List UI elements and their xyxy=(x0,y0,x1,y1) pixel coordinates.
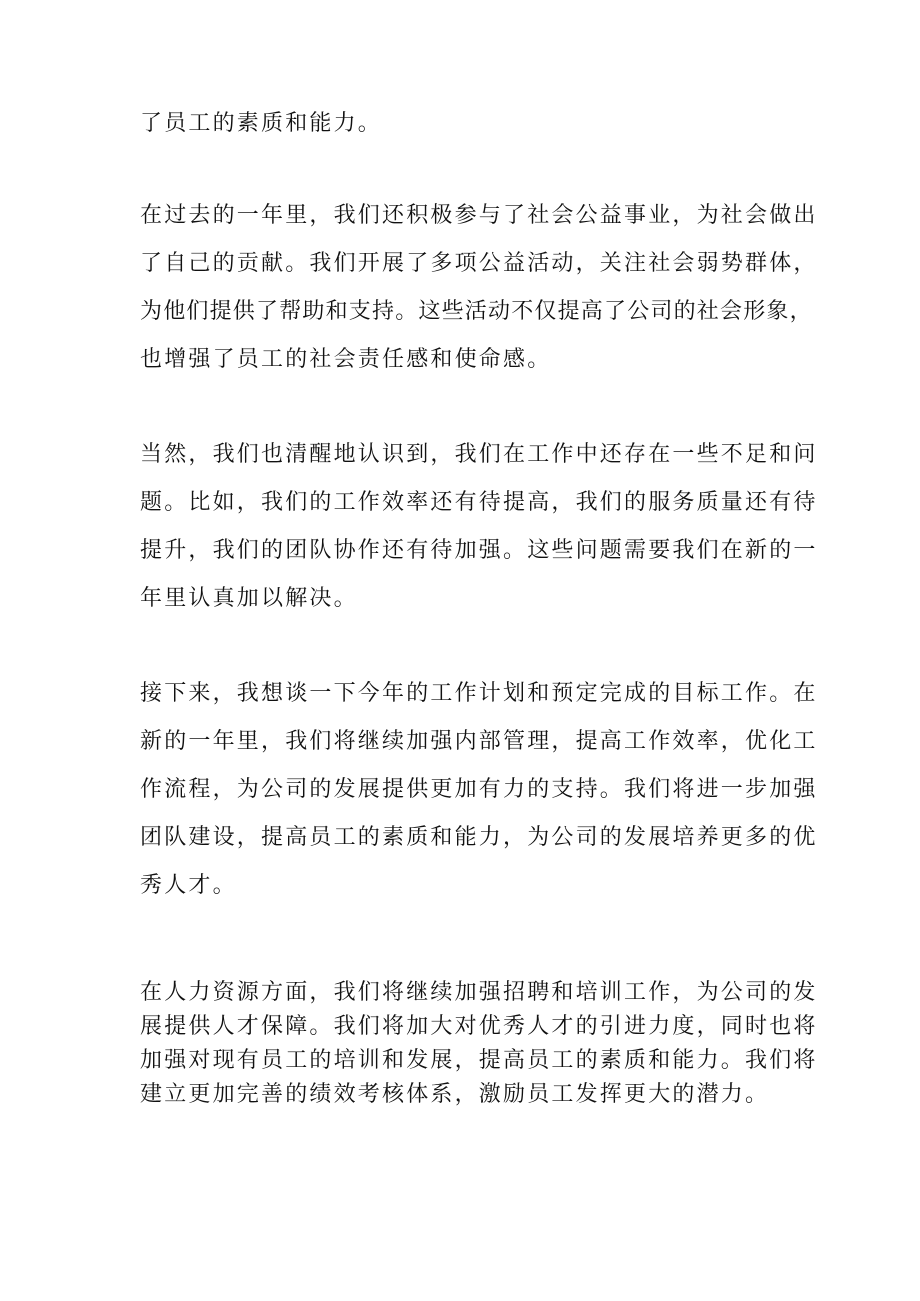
paragraph-2-line-3: 为他们提供了帮助和支持。这些活动不仅提高了公司的社会形象， xyxy=(140,299,813,324)
paragraph-5-line-1: 在人力资源方面，我们将继续加强招聘和培训工作，为公司的发 xyxy=(140,980,818,1005)
paragraph-3-line-1: 当然，我们也清醒地认识到，我们在工作中还存在一些不足和问 xyxy=(140,442,818,467)
paragraph-5-line-4: 建立更加完善的绩效考核体系，激励员工发挥更大的潜力。 xyxy=(140,1082,770,1107)
paragraph-4-line-4: 团队建设，提高员工的素质和能力，为公司的发展培养更多的优 xyxy=(140,825,818,850)
paragraph-4-line-2: 新的一年里，我们将继续加强内部管理，提高工作效率，优化工 xyxy=(140,729,818,754)
paragraph-2-line-2: 了自己的贡献。我们开展了多项公益活动，关注社会弱势群体， xyxy=(140,251,818,276)
paragraph-1-line-1: 了员工的素质和能力。 xyxy=(140,111,383,136)
paragraph-3-line-3: 提升，我们的团队协作还有待加强。这些问题需要我们在新的一 xyxy=(140,538,818,563)
paragraph-5-line-3: 加强对现有员工的培训和发展，提高员工的素质和能力。我们将 xyxy=(140,1048,818,1073)
paragraph-4-line-5: 秀人才。 xyxy=(140,873,237,898)
paragraph-5-line-2: 展提供人才保障。我们将加大对优秀人才的引进力度，同时也将 xyxy=(140,1014,818,1039)
paragraph-3-line-4: 年里认真加以解决。 xyxy=(140,586,358,611)
paragraph-3-line-2: 题。比如，我们的工作效率还有待提高，我们的服务质量还有待 xyxy=(140,490,818,515)
paragraph-2-line-4: 也增强了员工的社会责任感和使命感。 xyxy=(140,347,552,372)
paragraph-4-line-3: 作流程，为公司的发展提供更加有力的支持。我们将进一步加强 xyxy=(140,777,818,802)
paragraph-2-line-1: 在过去的一年里，我们还积极参与了社会公益事业，为社会做出 xyxy=(140,203,818,228)
paragraph-4-line-1: 接下来，我想谈一下今年的工作计划和预定完成的目标工作。在 xyxy=(140,681,818,706)
